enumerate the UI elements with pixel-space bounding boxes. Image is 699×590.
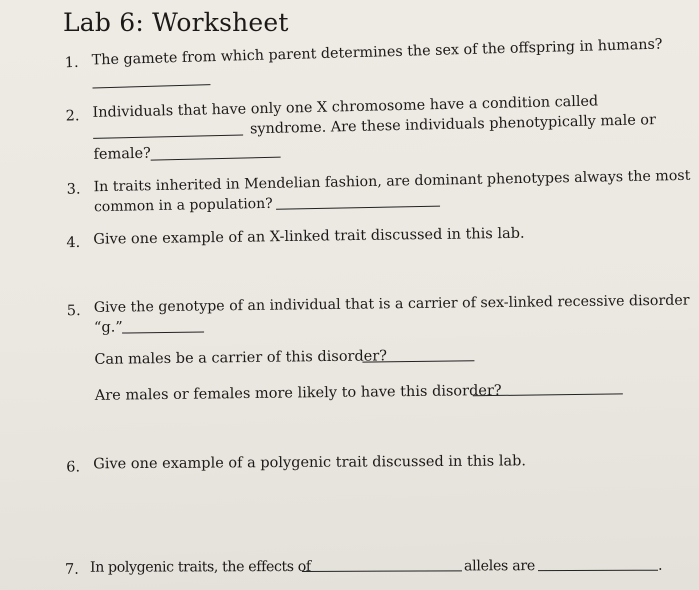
question-text-line-1: Give the genotype of an individual that is a carrier of sex-linked recessive disorder	[93, 292, 690, 316]
question-text: The gamete from which parent determines the sex of the offspring in humans?	[91, 36, 663, 69]
answer-blank-genotype[interactable]	[122, 320, 204, 334]
question-text-part-2: alleles are	[463, 558, 536, 575]
question-text: Give one example of an X-linked trait discussed in this lab.	[93, 225, 525, 248]
answer-blank-alleles[interactable]	[538, 558, 658, 571]
question-number: 4.	[66, 234, 81, 252]
question-text-line-1: In traits inherited in Mendelian fashion, are dominant phenotypes always the most	[93, 167, 691, 196]
answer-blank-phenotype[interactable]	[150, 145, 280, 161]
page-title: Lab 6: Worksheet	[63, 8, 289, 37]
question-text-line-2: “g.”	[93, 319, 123, 336]
question-text-line-1: Individuals that have only one X chromosome have a condition called	[92, 93, 599, 121]
question-text-part-3: .	[657, 557, 663, 574]
answer-blank-carrier[interactable]	[362, 348, 474, 362]
answer-blank-effects[interactable]	[302, 558, 462, 572]
answer-blank-syndrome[interactable]	[93, 123, 243, 139]
question-number: 6.	[66, 459, 81, 476]
question-number: 3.	[66, 181, 81, 198]
question-number: 5.	[66, 303, 81, 320]
question-text-line-2: common in a population?	[93, 195, 273, 216]
question-text: Give one example of a polygenic trait discussed in this lab.	[93, 453, 527, 473]
answer-blank-likelihood[interactable]	[473, 381, 623, 396]
question-number: 1.	[64, 54, 79, 72]
question-number: 2.	[65, 108, 80, 125]
sub-question-2: Are males or females more likely to have this disorder?	[94, 382, 502, 404]
sub-question-1: Can males be a carrier of this disorder?	[94, 348, 388, 368]
answer-blank[interactable]	[92, 72, 210, 88]
question-number: 7.	[64, 561, 79, 578]
answer-blank[interactable]	[276, 194, 440, 210]
question-text-part-1: In polygenic traits, the effects of	[89, 558, 311, 576]
question-text-line-3: female?	[93, 145, 152, 163]
question-text-line-2: syndrome. Are these individuals phenotypically male or	[249, 112, 657, 138]
